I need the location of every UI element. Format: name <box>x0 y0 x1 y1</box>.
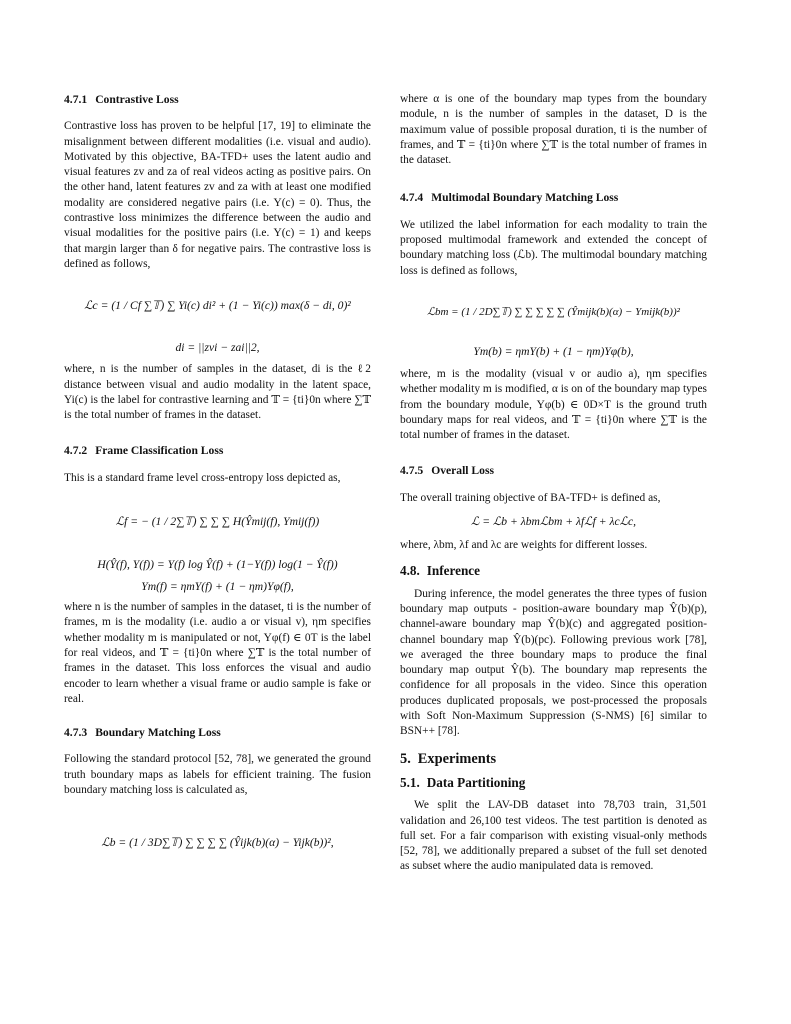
paragraph: Contrastive loss has proven to be helpful [17, 19] to eliminate the misalignment between different modalities (i.e. visual and audio). Motivated by this objective, BA-TFD+ uses the latent audio and visual features zv and za of real videos acting as positive pairs. On the other hand, latent features zv and za with at least one modified modality are considered negative pairs (i.e. Y(c) = 0). Thus, the contrastive loss minimizes the difference between the audio and visual modalities for the positive pairs (i.e. Y(c) = 1) and keeps that margin larger than δ for negative pairs. The contrastive loss is defined as follows, <box>64 120 371 270</box>
paragraph: The overall training objective of BA-TFD+ is defined as, <box>400 491 661 504</box>
paragraph: During inference, the model generates the three types of fusion boundary map outputs - position-aware boundary map Ŷ(b)(p), channel-aware boundary map Ŷ(b)(c) and aggregated position-channel boundary map Ŷ(b)(pc). Following previous work [78], we averaged the three boundary maps to produce the final boundary map output Ŷ(b). The boundary map represents the confidence for all proposals in the video. Since this operation produces duplicated proposals, we post-processed the proposals with Soft Non-Maximum Suppression (S-NMS) [6] similar to BSN++ [78]. <box>400 587 707 738</box>
paragraph: where n is the number of samples in the dataset, ti is the number of frames, m is the modality (i.e. audio a or visual v), ηm specifies whether modality m is manipulated or not, Yφ(f) ∈ 0T is the label for real videos, and 𝕋 = {ti}0n where ∑𝕋 is the total number of frames in the dataset. This loss enforces the visual and audio encoder to learn whether a visual frame or audio sample is fake or real. <box>64 601 371 705</box>
equation-boundary-loss: ℒb = (1 / 3D∑𝕋) ∑ ∑ ∑ ∑ (Ŷijk(b)(α) − Yijk(b))², <box>101 835 334 849</box>
paragraph: where, m is the modality (visual v or audio a), ηm specifies whether modality m is modified, α is on of the boundary map types from the boundary module, Yφ(b) ∈ 0D×T is the ground truth boundary maps for real videos, and 𝕋 = {ti}0n where ∑𝕋 is the total number of frames in the dataset. <box>400 367 707 442</box>
section-heading-4-7-4: 4.7.4 Multimodal Boundary Matching Loss <box>400 191 619 205</box>
section-heading-5-1: 5.1. Data Partitioning <box>400 774 526 790</box>
equation-contrastive-loss: ℒc = (1 / Cf ∑𝕋) ∑ Yi(c) di² + (1 − Yi(c)) max(δ − di, 0)² <box>84 298 351 312</box>
right-column <box>400 92 707 875</box>
equation-overall-loss: ℒ = ℒb + λbmℒbm + λfℒf + λcℒc, <box>470 515 637 529</box>
section-heading-4-8: 4.8. Inference <box>400 563 481 579</box>
equation-distance: di = ||zvi − zai||2, <box>175 340 260 354</box>
paragraph: Following the standard protocol [52, 78], we generated the ground truth boundary maps as labels for efficient training. The fusion boundary matching loss is calculated as, <box>64 753 371 797</box>
paragraph: where, λbm, λf and λc are weights for different losses. <box>400 539 648 552</box>
paragraph: We utilized the label information for each modality to train the proposed multimodal framework and extended the concept of boundary matching loss (ℒb). The multimodal boundary matching loss is defined as follows, <box>400 218 707 277</box>
left-column <box>64 92 371 882</box>
section-heading-4-7-5: 4.7.5 Overall Loss <box>400 464 494 478</box>
paragraph: where, n is the number of samples in the dataset, di is the ℓ2 distance between visual and audio modality in the latent space, Yi(c) is the label for contrastive learning and 𝕋 = {ti}0n where ∑𝕋 is the total number of frames in the dataset. <box>64 363 371 422</box>
equation-multimodal-boundary-loss: ℒbm = (1 / 2D∑𝕋) ∑ ∑ ∑ ∑ ∑ (Ŷmijk(b)(α) − Ymijk(b))² <box>427 306 680 319</box>
equation-frame-label: Ym(f) = ηmY(f) + (1 − ηm)Yφ(f), <box>141 580 294 594</box>
section-heading-4-7-3: 4.7.3 Boundary Matching Loss <box>64 726 221 740</box>
equation-boundary-label: Ym(b) = ηmY(b) + (1 − ηm)Yφ(b), <box>473 345 634 359</box>
paragraph: where α is one of the boundary map types from the boundary module, n is the number of samples in the dataset, D is the maximum value of possible proposal duration, ti is the number of frames, and 𝕋 = {ti}0n where ∑𝕋 is the total number of frames in the dataset. <box>400 93 707 167</box>
paragraph: We split the LAV-DB dataset into 78,703 train, 31,501 validation and 26,100 test videos. The test partition is denoted as full set. For a fair comparison with existing visual-only methods [52, 78], we additionally prepared a subset of the full set denoted as subset where the audio manipulated data is removed. <box>400 799 707 873</box>
paragraph: This is a standard frame level cross-entropy loss depicted as, <box>64 471 341 484</box>
section-heading-4-7-2: 4.7.2 Frame Classification Loss <box>64 444 224 458</box>
section-heading-4-7-1: 4.7.1 Contrastive Loss <box>64 93 179 106</box>
equation-frame-loss: ℒf = − (1 / 2∑𝕋) ∑ ∑ ∑ H(Ŷmij(f), Ymij(f)) <box>115 515 320 529</box>
equation-cross-entropy: H(Ŷ(f), Y(f)) = Y(f) log Ŷ(f) + (1−Y(f)) log(1 − Ŷ(f)) <box>97 558 338 572</box>
section-heading-5: 5. Experiments <box>400 750 497 767</box>
